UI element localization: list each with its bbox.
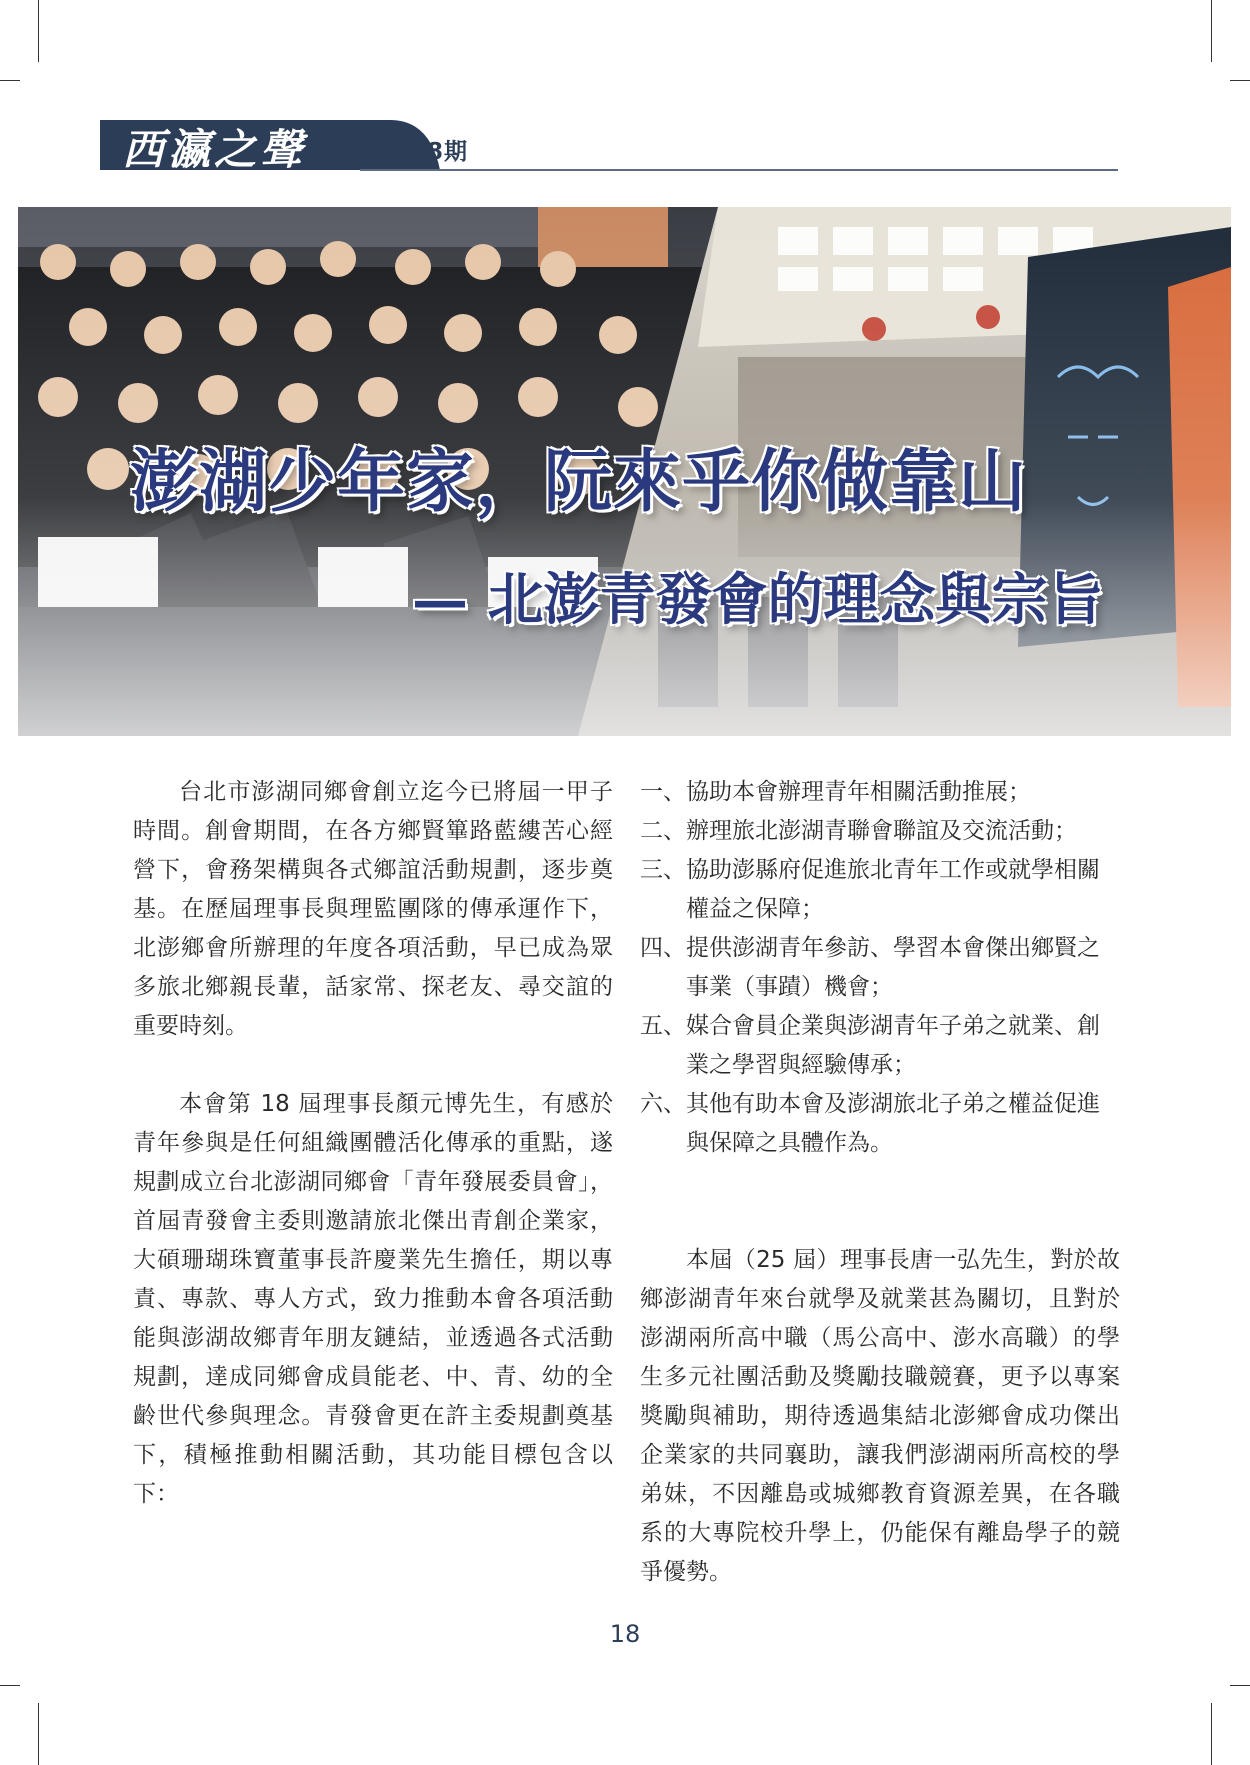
goal-number: 二、 (640, 818, 686, 844)
crop-mark (1230, 1685, 1250, 1686)
goal-item (640, 773, 1120, 812)
crop-mark (1211, 1703, 1212, 1765)
goal-text: 其他有助本會及澎湖旅北子弟之權益促進與保障之具體作為。 (686, 1091, 1100, 1156)
article-right-column (640, 773, 1120, 1592)
article-left-column (133, 773, 613, 1514)
goal-item (640, 929, 1120, 1007)
goal-text: 協助澎縣府促進旅北青年工作或就學相關權益之保障； (686, 857, 1100, 922)
header-rule (360, 169, 1118, 171)
article-title: 澎湖少年家，阮來乎你做靠山 (130, 442, 1028, 522)
goal-item (640, 1007, 1120, 1085)
article-paragraph: 本會第 18 屆理事長顏元博先生，有感於青年參與是任何組織團體活化傳承的重點，遂規劃成立台北澎湖同鄉會「青年發展委員會」，首屆青發會主委則邀請旅北傑出青創企業家，大碩珊瑚珠寶董事長許慶業先生擔任，期以專責、專款、專人方式，致力推動本會各項活動能與澎湖故鄉青年朋友鏈結，並透過各式活動規劃，達成同鄉會成員能老、中、青、幼的全齡世代參與理念。青發會更在許主委規劃奠基下，積極推動相關活動，其功能目標包含以下： (133, 1091, 613, 1507)
issue-label: 年刊48期 (362, 139, 469, 165)
crop-mark (38, 1703, 39, 1765)
goal-text: 協助本會辦理青年相關活動推展； (686, 779, 1031, 805)
crop-mark (0, 1685, 20, 1686)
crop-mark (38, 0, 39, 62)
goal-text: 提供澎湖青年參訪、學習本會傑出鄉賢之事業（事蹟）機會； (686, 935, 1100, 1000)
goal-number: 一、 (640, 779, 686, 805)
article-subtitle: — 北澎青發會的理念與宗旨 (412, 567, 1104, 633)
goal-number: 四、 (640, 935, 686, 961)
crop-mark (1230, 80, 1250, 81)
goal-number: 六、 (640, 1091, 686, 1117)
goal-text: 媒合會員企業與澎湖青年子弟之就業、創業之學習與經驗傳承； (686, 1013, 1100, 1078)
goal-item (640, 851, 1120, 929)
goal-text: 辦理旅北澎湖青聯會聯誼及交流活動； (686, 818, 1077, 844)
goal-number: 三、 (640, 857, 686, 883)
article-paragraph: 台北市澎湖同鄉會創立迄今已將屆一甲子時間。創會期間，在各方鄉賢篳路藍縷苦心經營下，會務架構與各式鄉誼活動規劃，逐步奠基。在歷屆理事長與理監團隊的傳承運作下，北澎鄉會所辦理的年度各項活動，早已成為眾多旅北鄉親長輩，話家常、探老友、尋交誼的重要時刻。 (133, 779, 613, 1039)
goal-item (640, 1085, 1120, 1163)
goal-item (640, 812, 1120, 851)
crop-mark (1211, 0, 1212, 62)
goal-number: 五、 (640, 1013, 686, 1039)
crop-mark (0, 80, 20, 81)
publication-logo: 西瀛之聲 (122, 125, 307, 174)
page-number: 18 (609, 1620, 641, 1648)
article-paragraph: 本屆（25 屆）理事長唐一弘先生，對於故鄉澎湖青年來台就學及就業甚為關切，且對於澎湖兩所高中職（馬公高中、澎水高職）的學生多元社團活動及獎勵技職競賽，更予以專案獎勵與補助，期待透過集結北澎鄉會成功傑出企業家的共同襄助，讓我們澎湖兩所高校的學弟妹，不因離島或城鄉教育資源差異，在各職系的大專院校升學上，仍能保有離島學子的競爭優勢。 (640, 1247, 1120, 1585)
